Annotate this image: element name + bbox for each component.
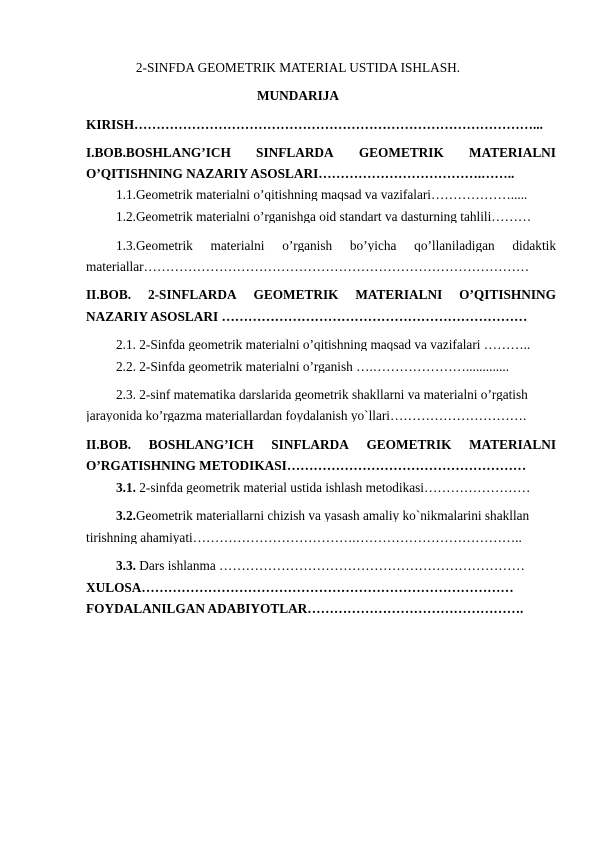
toc-word: BOSHLANG’ICH — [148, 438, 254, 452]
toc-chapter2-line2: NAZARIY ASOSLARI …………………………………………………………… — [86, 310, 528, 324]
toc-section-1-3-line2: materiallar…………………………………………………………………………… — [86, 260, 530, 274]
toc-word: o’rganish — [282, 239, 333, 253]
toc-word: II.BOB. — [86, 438, 132, 452]
toc-section-2-3-line1: 2.3. 2-sinf matematika darslarida geometrik shakllarni va materialni o’rgatish — [116, 388, 528, 402]
toc-section-3-1 — [116, 481, 556, 494]
toc-chapter3-line2: O’RGATISHNING METODIKASI……………………………………………… — [86, 459, 527, 473]
toc-section-3-3 — [116, 559, 556, 572]
toc-word: SINFLARDA — [271, 438, 349, 452]
toc-word: MATERIALNI — [469, 438, 556, 452]
section-title: Geometrik materiallarni chizish va yasash amaliy ko`nikmalarini shakllan — [135, 509, 530, 523]
toc-chapter3-line1 — [86, 438, 556, 451]
toc-section-2-2: 2.2. 2-Sinfda geometrik materialni o’rganish ….…………………............. — [116, 360, 510, 374]
toc-entry-foydalanilgan: FOYDALANILGAN ADABIYOTLAR…………………………………………. — [86, 602, 524, 616]
toc-chapter1-line2: O’QITISHNING NAZARIY ASOSLARI……………………………….…….. — [86, 167, 515, 181]
toc-word: II.BOB. — [86, 288, 132, 302]
toc-chapter1-line1 — [86, 146, 556, 159]
toc-word: 2-SINFLARDA — [147, 288, 237, 302]
toc-word: GEOMETRIK — [366, 438, 452, 452]
section-title: 2-sinfda geometrik material ustida ishlash metodikasi…………………… — [135, 481, 531, 495]
toc-word: SINFLARDA — [256, 146, 334, 160]
toc-word: 1.3.Geometrik — [116, 239, 193, 253]
toc-word: materialni — [210, 239, 265, 253]
toc-word: GEOMETRIK — [358, 146, 444, 160]
toc-word: O’QITISHNING — [459, 288, 556, 302]
toc-word: MATERIALNI — [469, 146, 556, 160]
toc-entry-xulosa: XULOSA………………………………………………………………………… — [86, 581, 514, 595]
toc-section-3-2-line2: tirishning ahamiyati……………………………….……………………………….. — [86, 531, 522, 545]
section-number: 3.3. — [116, 559, 136, 573]
section-title: Dars ishlanma …………………………………………………………… — [135, 559, 525, 573]
section-number: 3.2. — [116, 509, 136, 523]
toc-word: bo’yicha — [349, 239, 397, 253]
toc-section-3-2-line1 — [116, 509, 556, 522]
toc-section-2-1: 2.1. 2-Sinfda geometrik materialni o’qitishning maqsad va vazifalari ……….. — [116, 338, 531, 352]
document-title: 2-SINFDA GEOMETRIK MATERIAL USTIDA ISHLASH. — [135, 61, 461, 75]
toc-section-1-3-line1 — [116, 239, 556, 252]
toc-heading: MUNDARIJA — [257, 89, 339, 103]
toc-word: qo’llaniladigan — [414, 239, 495, 253]
section-number: 3.1. — [116, 481, 136, 495]
toc-section-1-2: 1.2.Geometrik materialni o’rganishga oid standart va dasturning tahlili……… — [116, 210, 532, 224]
toc-word: MATERIALNI — [355, 288, 443, 302]
toc-entry-kirish: KIRISH………………………………………………………………………………... — [86, 118, 543, 132]
toc-word: I.BOB.BOSHLANG’ICH — [86, 146, 231, 160]
toc-word: GEOMETRIK — [253, 288, 339, 302]
toc-word: didaktik — [512, 239, 556, 253]
toc-section-2-3-line2: jarayonida ko’rgazma materiallardan foydalanish yo`llari…………………………. — [86, 409, 527, 423]
toc-section-1-1: 1.1.Geometrik materialni o’qitishning maqsad va vazifalari………………..... — [116, 188, 528, 202]
toc-chapter2-line1 — [86, 288, 556, 301]
